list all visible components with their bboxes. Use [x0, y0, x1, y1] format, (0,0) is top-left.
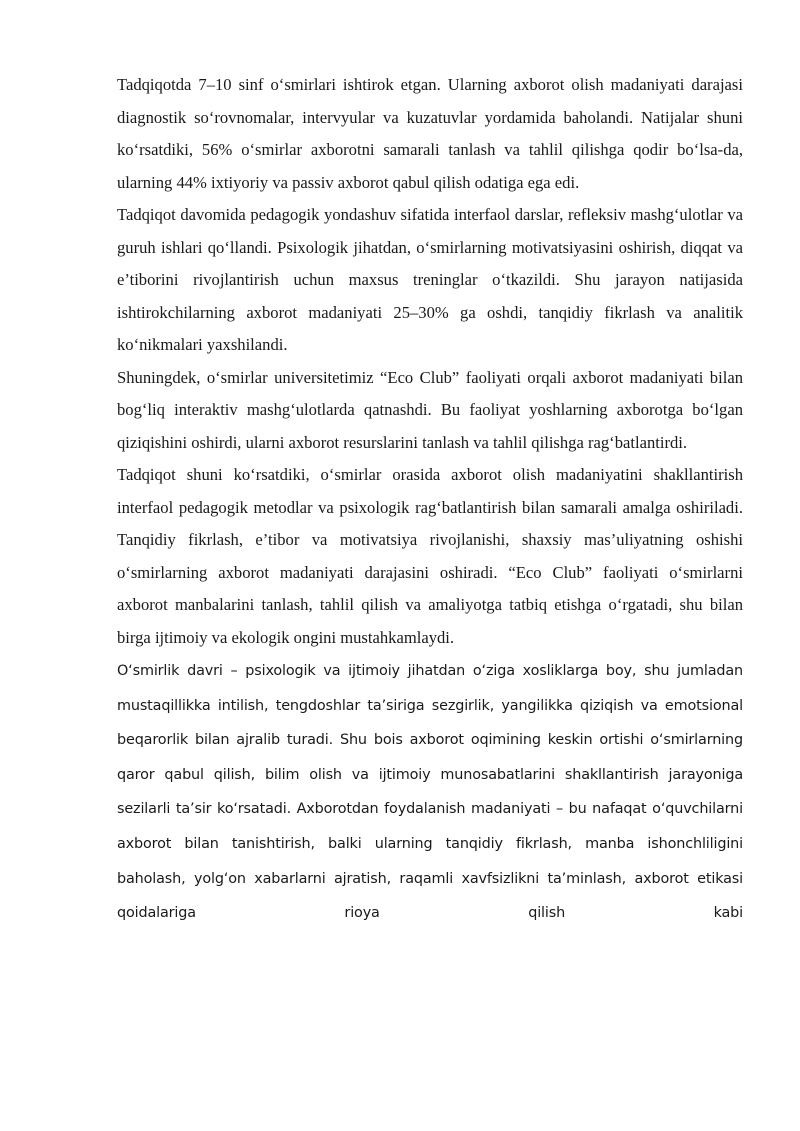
- paragraph-study-participants: Tadqiqotda 7–10 sinf o‘smirlari ishtirok etgan. Ularning axborot olish madaniyati darajasi diagnostik so‘rovnomalar, intervyular va kuzatuvlar yordamida baholandi. Natijalar shuni ko‘rsatdiki, 56% o‘smirlar axborotni samarali tanlash va tahlil qilishga qodir bo‘lsa-da, ularning 44% ixtiyoriy va passiv axborot qabul qilish odatiga ega edi.: [117, 75, 743, 192]
- paragraph-adolescence: O‘smirlik davri – psixologik va ijtimoiy jihatdan o‘ziga xosliklarga boy, shu jumladan mustaqillikka intilish, tengdoshlar ta’siriga sezgirlik, yangilikka qiziqish va emotsional beqarorlik bilan ajralib turadi. Shu bois axborot oqimining keskin ortishi o‘smirlarning qaror qabul qilish, bilim olish va ijtimoiy munosabatlarini shakllantirish jarayoniga sezilarli ta’sir ko‘rsatadi. Axborotdan foydalanish madaniyati – bu nafaqat o‘quvchilarni axborot bilan tanishtirish, balki ularning tanqidiy fikrlash, manba ishonchliligini baholash, yolg‘on xabarlarni ajratish, raqamli xavfsizlikni ta’minlash, axborot etikasi qoidalariga rioya qilish kabi: [117, 663, 743, 922]
- paragraph-eco-club: Shuningdek, o‘smirlar universitetimiz “Eco Club” faoliyati orqali axborot madaniyati bilan bog‘liq interaktiv mashg‘ulotlarda qatnashdi. Bu faoliyat yoshlarning axborotga bo‘lgan qiziqishini oshirdi, ularni axborot resurslarini tanlash va tahlil qilishga rag‘batlantirdi.: [117, 367, 743, 452]
- paragraph-pedagogical-approach: Tadqiqot davomida pedagogik yondashuv sifatida interfaol darslar, refleksiv mashg‘ulotlar va guruh ishlari qo‘llandi. Psixologik jihatdan, o‘smirlarning motivatsiyasini oshirish, diqqat va e’tiborini rivojlantirish uchun maxsus treninglar o‘tkazildi. Shu jarayon natijasida ishtirokchilarning axborot madaniyati 25–30% ga oshdi, tanqidiy fikrlash va analitik ko‘nikmalari yaxshilandi.: [117, 205, 743, 354]
- document-page: [117, 69, 743, 931]
- paragraph-conclusion: Tadqiqot shuni ko‘rsatdiki, o‘smirlar orasida axborot olish madaniyatini shakllantirish interfaol pedagogik metodlar va psixologik rag‘batlantirish bilan samarali amalga oshiriladi. Tanqidiy fikrlash, e’tibor va motivatsiya rivojlanishi, shaxsiy mas’uliyatning oshishi o‘smirlarning axborot madaniyati darajasini oshiradi. “Eco Club” faoliyati o‘smirlarni axborot manbalarini tanlash, tahlil qilish va amaliyotga tatbiq etishga o‘rgatadi, shu bilan birga ijtimoiy va ekologik ongini mustahkamlaydi.: [117, 465, 743, 647]
